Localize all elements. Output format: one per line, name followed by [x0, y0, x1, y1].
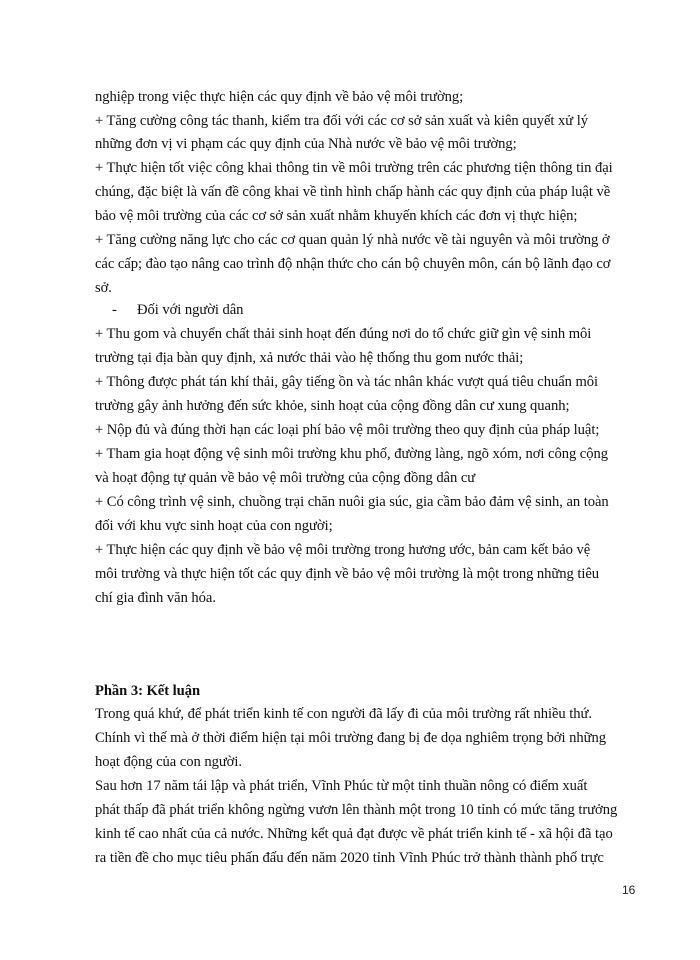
text-line: phát thấp đã phát triển không ngừng vươn lên thành một trong 10 tỉnh có mức tăng trưởng — [95, 802, 618, 818]
text-line: hoạt động của con người. — [95, 754, 242, 770]
text-line: + Có công trình vệ sinh, chuồng trại chăn nuôi gia súc, gia cầm bảo đảm vệ sinh, an toàn — [95, 494, 609, 510]
list-dash: - — [112, 302, 117, 318]
text-line: + Thực hiện các quy định về bảo vệ môi trường trong hương ước, bản cam kết bảo vệ — [95, 542, 591, 558]
text-line: trường tại địa bàn quy định, xả nước thải vào hệ thống thu gom nước thải; — [95, 350, 524, 366]
text-line: nghiệp trong việc thực hiện các quy định về bảo vệ môi trường; — [95, 89, 464, 105]
text-line: bảo vệ môi trường của các cơ sở sản xuất nhằm khuyến khích các đơn vị thực hiện; — [95, 208, 578, 224]
text-line: đối với khu vực sinh hoạt của con người; — [95, 518, 333, 534]
text-line: + Thu gom và chuyển chất thải sinh hoạt đến đúng nơi do tổ chức giữ gìn vệ sinh môi — [95, 326, 592, 342]
text-line: ra tiền đề cho mục tiêu phấn đấu đến năm 2020 tỉnh Vĩnh Phúc trở thành thành phố trực — [95, 850, 604, 866]
text-line: trường gây ảnh hưởng đến sức khỏe, sinh hoạt của cộng đồng dân cư xung quanh; — [95, 398, 570, 414]
text-line: những đơn vị vi phạm các quy định của Nhà nước về bảo vệ môi trường; — [95, 136, 517, 152]
text-line: + Thông được phát tán khí thải, gây tiếng ồn và tác nhân khác vượt quá tiêu chuẩn môi — [95, 374, 599, 390]
text-line: Sau hơn 17 năm tái lập và phát triển, Vĩnh Phúc từ một tỉnh thuần nông có điểm xuất — [95, 778, 588, 794]
subsection-heading: Đối với người dân — [137, 302, 244, 318]
text-line: + Tăng cường năng lực cho các cơ quan quản lý nhà nước về tài nguyên và môi trường ở — [95, 232, 610, 248]
text-line: Chính vì thế mà ở thời điểm hiện tại môi trường đang bị đe dọa nghiêm trọng bởi những — [95, 730, 606, 746]
section-heading: Phần 3: Kết luận — [95, 683, 201, 699]
page-number: 16 — [622, 883, 636, 897]
text-line: Trong quá khứ, để phát triển kinh tế con người đã lấy đi của môi trường rất nhiều thứ. — [95, 706, 592, 722]
text-line: + Tăng cường công tác thanh, kiểm tra đối với các cơ sở sản xuất và kiên quyết xử lý — [95, 113, 588, 129]
text-line: và hoạt động tự quản về bảo vệ môi trường của cộng đồng dân cư — [95, 470, 476, 486]
text-line: sở. — [95, 280, 112, 296]
text-line: chúng, đặc biệt là vấn đề công khai về tình hình chấp hành các quy định của pháp luật về — [95, 184, 611, 200]
text-line: kinh tế cao nhất của cả nước. Những kết quả đạt được về phát triển kinh tế - xã hội đã tạo — [95, 826, 613, 842]
text-line: + Tham gia hoạt động vệ sinh môi trường khu phố, đường làng, ngõ xóm, nơi công cộng — [95, 446, 608, 462]
text-line: + Thực hiện tốt việc công khai thông tin về môi trường trên các phương tiện thông tin đại — [95, 160, 613, 176]
text-line: môi trường và thực hiện tốt các quy định về bảo vệ môi trường là một trong những tiêu — [95, 566, 600, 582]
text-line: chí gia đình văn hóa. — [95, 590, 216, 606]
text-line: + Nộp đủ và đúng thời hạn các loại phí bảo vệ môi trường theo quy định của pháp luật; — [95, 422, 600, 438]
text-line: các cấp; đào tạo nâng cao trình độ nhận thức cho cán bộ chuyên môn, cán bộ lãnh đạo cơ — [95, 256, 611, 272]
